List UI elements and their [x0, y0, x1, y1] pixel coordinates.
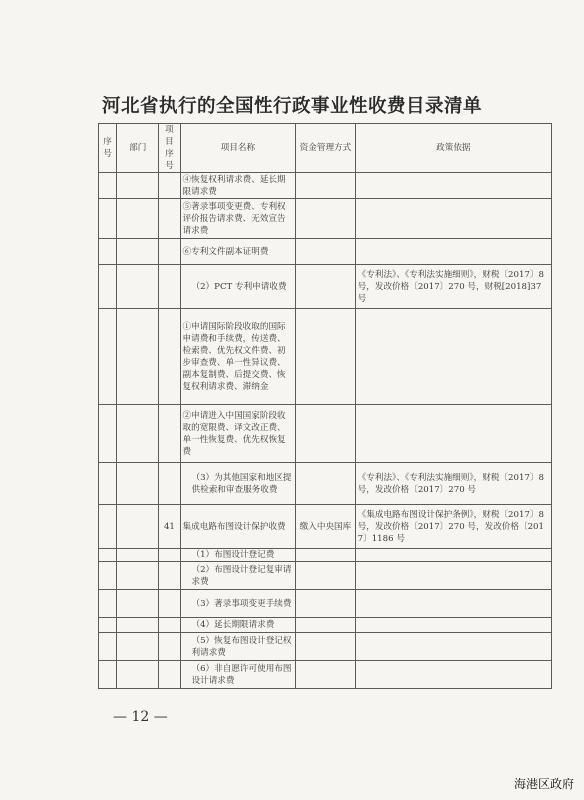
item-name-cell: （6）非自愿许可使用布图设计请求费	[180, 661, 296, 689]
item-name-cell: ②申请进入中国国家阶段收取的宽限费、译文改正费、单一性恢复费、优先权恢复费	[180, 405, 296, 463]
policy-basis-cell	[355, 405, 551, 463]
item-number-cell	[159, 590, 180, 618]
serial-cell	[99, 633, 117, 661]
fund-management-cell	[296, 173, 355, 199]
serial-cell	[99, 239, 117, 265]
item-name-cell: （4）延长期限请求费	[180, 618, 296, 633]
item-number-cell	[159, 239, 180, 265]
serial-cell	[99, 405, 117, 463]
item-number-cell	[159, 463, 180, 505]
fund-management-cell	[296, 562, 355, 590]
serial-cell	[99, 463, 117, 505]
fund-management-cell	[296, 618, 355, 633]
item-name-cell: （2）PCT 专利申请收费	[180, 265, 296, 309]
item-name-cell: （3）著录事项变更手续费	[180, 590, 296, 618]
fee-table	[98, 123, 552, 689]
page-title: 河北省执行的全国性行政事业性收费目录清单	[101, 96, 482, 117]
header-serial: 序号	[99, 124, 117, 173]
item-number-cell	[159, 633, 180, 661]
table-row	[99, 463, 552, 505]
serial-cell	[99, 562, 117, 590]
table-row	[99, 633, 552, 661]
serial-cell	[99, 173, 117, 199]
policy-basis-cell	[355, 239, 551, 265]
serial-cell	[99, 618, 117, 633]
header-item-number: 项目序号	[159, 124, 180, 173]
item-number-cell	[159, 405, 180, 463]
department-cell	[117, 549, 159, 562]
item-number-cell	[159, 309, 180, 405]
department-cell	[117, 405, 159, 463]
policy-basis-cell: 《集成电路布图设计保护条例》，财税〔2017〕8 号，发改价格〔2017〕270 号，发改价格〔2017〕1186 号	[355, 505, 551, 549]
fund-management-cell	[296, 549, 355, 562]
policy-basis-cell	[355, 562, 551, 590]
item-number-cell	[159, 661, 180, 689]
item-number-cell	[159, 199, 180, 239]
item-name-cell: （3）为其他国家和地区提供检索和审查服务收费	[180, 463, 296, 505]
item-number-cell: 41	[159, 505, 180, 549]
table-row	[99, 265, 552, 309]
item-name-cell: ①申请国际阶段收取的国际申请费和手续费，传送费、检索费、优先权文件费、初步审查费、单一性异议费、副本复制费、后提交费、恢复权利请求费、滞纳金	[180, 309, 296, 405]
page-number: — 12 —	[113, 709, 168, 725]
table-header-row	[99, 124, 552, 173]
serial-cell	[99, 199, 117, 239]
policy-basis-cell	[355, 633, 551, 661]
item-name-cell: ⑤著录事项变更费、专利权评价报告请求费、无效宣告请求费	[180, 199, 296, 239]
policy-basis-cell	[355, 549, 551, 562]
fund-management-cell	[296, 309, 355, 405]
department-cell	[117, 173, 159, 199]
fund-management-cell	[296, 199, 355, 239]
item-name-cell: （2）布图设计登记复审请求费	[180, 562, 296, 590]
serial-cell	[99, 549, 117, 562]
department-cell	[117, 590, 159, 618]
table-row	[99, 239, 552, 265]
department-cell	[117, 505, 159, 549]
table-row	[99, 549, 552, 562]
serial-cell	[99, 309, 117, 405]
department-cell	[117, 309, 159, 405]
department-cell	[117, 199, 159, 239]
table-row	[99, 309, 552, 405]
header-policy-basis: 政策依据	[355, 124, 551, 173]
policy-basis-cell	[355, 661, 551, 689]
department-cell	[117, 618, 159, 633]
policy-basis-cell	[355, 173, 551, 199]
policy-basis-cell	[355, 199, 551, 239]
table-row	[99, 562, 552, 590]
table-row	[99, 590, 552, 618]
table-row	[99, 173, 552, 199]
department-cell	[117, 661, 159, 689]
serial-cell	[99, 590, 117, 618]
header-department: 部门	[117, 124, 159, 173]
item-number-cell	[159, 173, 180, 199]
department-cell	[117, 562, 159, 590]
item-number-cell	[159, 618, 180, 633]
item-name-cell: （5）恢复布图设计登记权利请求费	[180, 633, 296, 661]
watermark: 海港区政府	[513, 777, 574, 791]
item-name-cell: ④恢复权利请求费、延长期限请求费	[180, 173, 296, 199]
policy-basis-cell	[355, 618, 551, 633]
policy-basis-cell: 《专利法》、《专利法实施细则》，财税〔2017〕8 号，发改价格〔2017〕270 号，财税[2018]37 号	[355, 265, 551, 309]
department-cell	[117, 463, 159, 505]
serial-cell	[99, 265, 117, 309]
fund-management-cell	[296, 265, 355, 309]
item-number-cell	[159, 549, 180, 562]
table-row	[99, 405, 552, 463]
policy-basis-cell: 《专利法》、《专利法实施细则》，财税〔2017〕8 号，发改价格〔2017〕270 号	[355, 463, 551, 505]
table-row	[99, 661, 552, 689]
department-cell	[117, 265, 159, 309]
fund-management-cell	[296, 633, 355, 661]
serial-cell	[99, 661, 117, 689]
header-item-name: 项目名称	[180, 124, 296, 173]
fund-management-cell	[296, 661, 355, 689]
table-row	[99, 505, 552, 549]
fund-management-cell	[296, 463, 355, 505]
item-number-cell	[159, 265, 180, 309]
fund-management-cell	[296, 239, 355, 265]
serial-cell	[99, 505, 117, 549]
policy-basis-cell	[355, 309, 551, 405]
fund-management-cell	[296, 590, 355, 618]
department-cell	[117, 239, 159, 265]
fund-management-cell: 缴入中央国库	[296, 505, 355, 549]
header-fund-management: 资金管理方式	[296, 124, 355, 173]
department-cell	[117, 633, 159, 661]
table-row	[99, 199, 552, 239]
policy-basis-cell	[355, 590, 551, 618]
fund-management-cell	[296, 405, 355, 463]
item-number-cell	[159, 562, 180, 590]
item-name-cell: 集成电路布图设计保护收费	[180, 505, 296, 549]
item-name-cell: ⑥专利文件副本证明费	[180, 239, 296, 265]
table-row	[99, 618, 552, 633]
item-name-cell: （1）布图设计登记费	[180, 549, 296, 562]
